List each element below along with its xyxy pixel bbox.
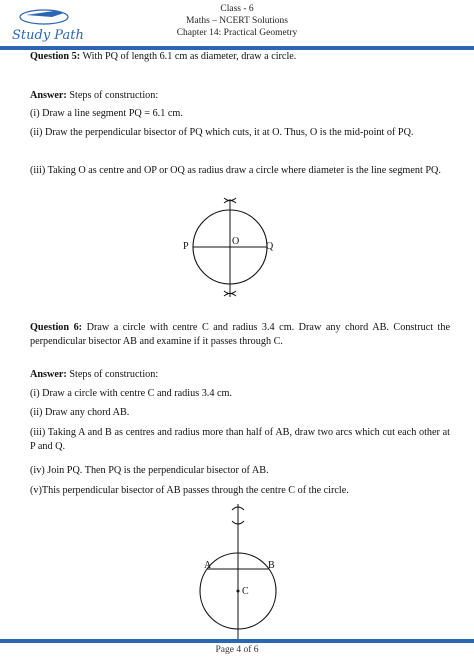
q5-label-q: Q <box>266 241 274 252</box>
answer-6-step-1: (i) Draw a circle with centre C and radius 3.4 cm. <box>30 388 232 399</box>
study-path-logo <box>6 3 84 45</box>
answer-5-step-3: (iii) Taking O as centre and OP or OQ as radius draw a circle where diameter is the line segment PQ. <box>30 165 441 176</box>
answer-6-step-4: (iv) Join PQ. Then PQ is the perpendicular bisector of AB. <box>30 465 269 476</box>
answer-5-label: Answer: <box>30 90 67 101</box>
answer-5-heading <box>30 89 158 103</box>
question-5 <box>30 50 296 64</box>
question-6 <box>30 321 450 348</box>
q6-label-c: C <box>242 586 249 597</box>
subject-line: Maths – NCERT Solutions <box>186 16 288 26</box>
q5-circle-diagram <box>180 195 290 303</box>
q5-label-p: P <box>183 241 189 252</box>
q6-label-b: B <box>268 560 275 571</box>
footer-rule <box>0 639 474 643</box>
answer-6-step-5: (v)This perpendicular bisector of AB passes through the centre C of the circle. <box>30 485 349 496</box>
q6-centre-c <box>237 590 240 593</box>
question-6-text: Draw a circle with centre C and radius 3.4 cm. Draw any chord AB. Construct the perpendicular bisector AB and examine if it passes through C. <box>30 322 451 347</box>
answer-6-intro: Steps of construction: <box>66 369 159 380</box>
answer-6-heading <box>30 368 158 382</box>
page-number: Page 4 of 6 <box>215 645 259 655</box>
answer-5-step-2: (ii) Draw the perpendicular bisector of PQ which cuts, it at O. Thus, O is the mid-point of PQ. <box>30 127 414 138</box>
q6-label-a: A <box>204 560 212 571</box>
class-line: Class - 6 <box>220 4 254 14</box>
question-5-text: With PQ of length 6.1 cm as diameter, draw a circle. <box>80 51 297 62</box>
chapter-line: Chapter 14: Practical Geometry <box>176 28 298 38</box>
question-6-label: Question 6: <box>30 322 83 333</box>
answer-6-step-3: (iii) Taking A and B as centres and radius more than half of AB, draw two arcs which cut each other at P and Q. <box>30 427 450 452</box>
question-5-label: Question 5: <box>30 51 81 62</box>
answer-5-intro: Steps of construction: <box>66 90 159 101</box>
q5-label-o: O <box>232 236 240 247</box>
answer-6-step-2: (ii) Draw any chord AB. <box>30 407 130 418</box>
answer-5-step-1: (i) Draw a line segment PQ = 6.1 cm. <box>30 108 183 119</box>
answer-6-label: Answer: <box>30 369 67 380</box>
svg-text:Study Path: Study Path <box>12 28 84 43</box>
